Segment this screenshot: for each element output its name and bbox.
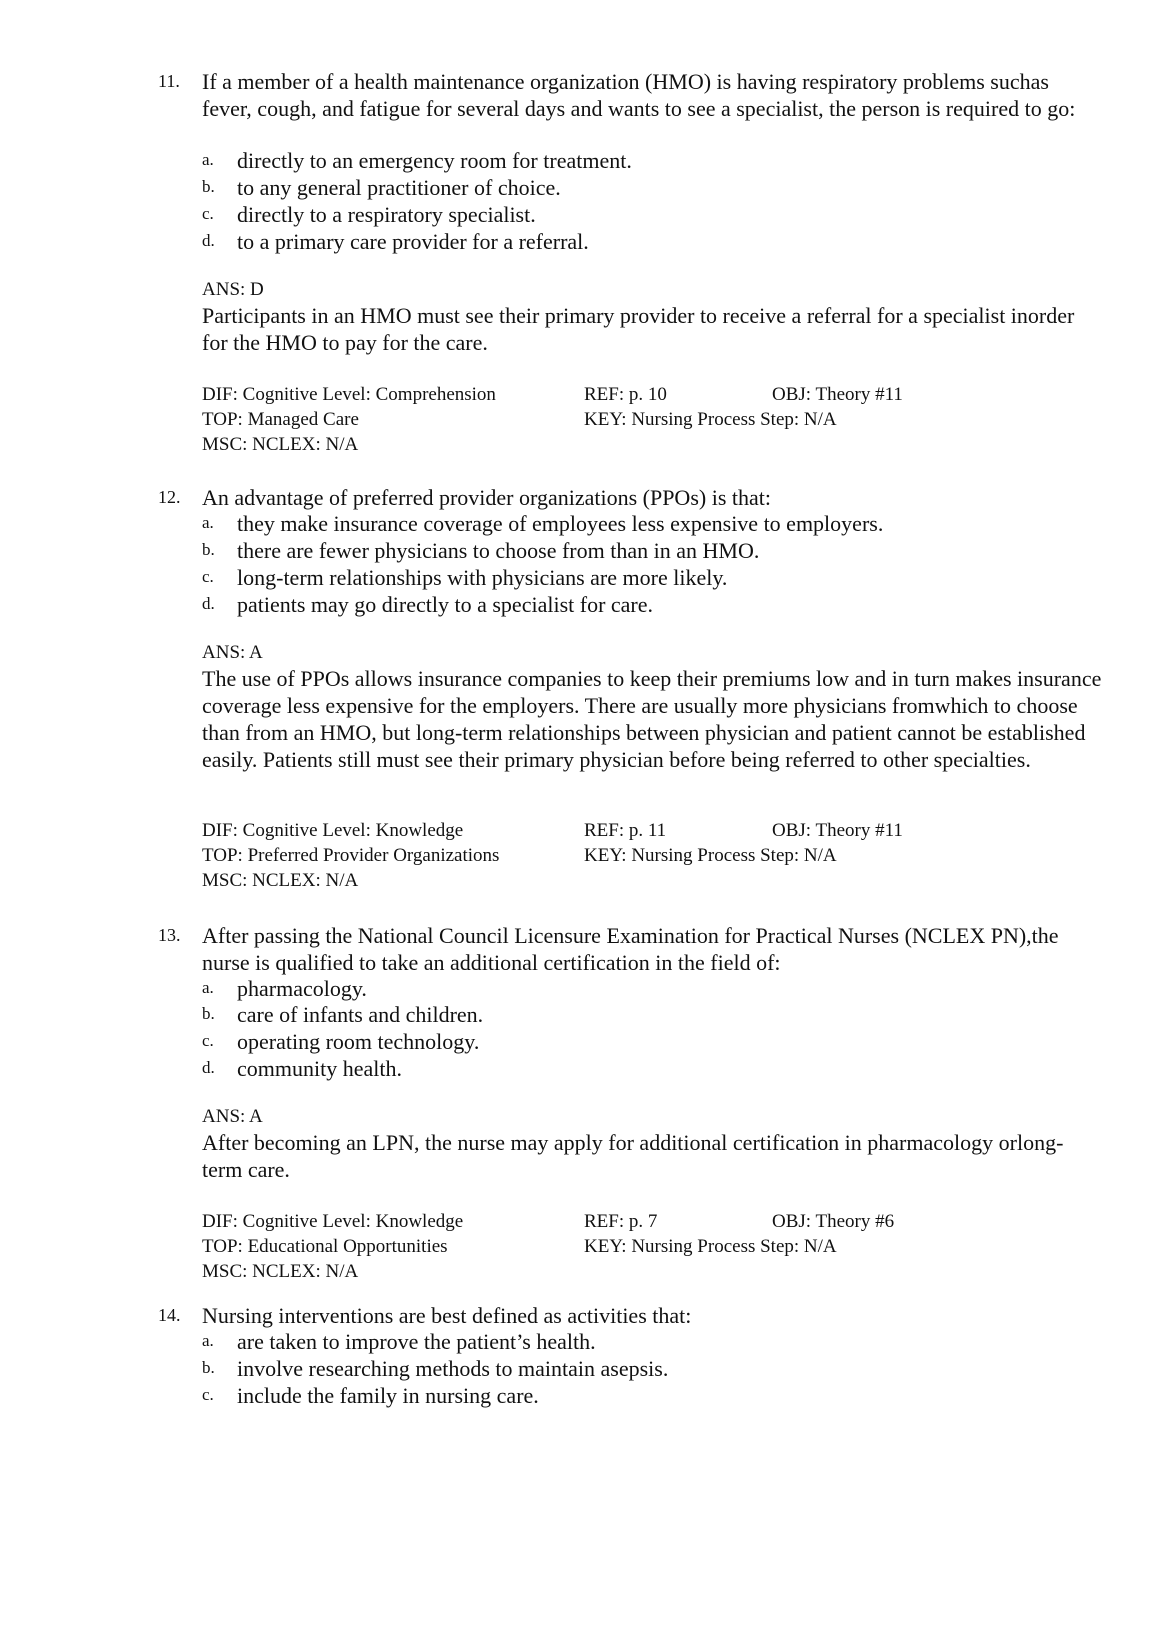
- question-number: 11.: [158, 71, 180, 91]
- option-letter: d.: [202, 594, 215, 613]
- option-letter: a.: [202, 513, 214, 532]
- question-metadata: [202, 1209, 1102, 1284]
- question-number: 12.: [158, 487, 181, 507]
- option-letter: c.: [202, 1385, 214, 1404]
- option-letter: a.: [202, 1331, 214, 1350]
- meta-msc: MSC: NCLEX: N/A: [202, 870, 359, 891]
- meta-dif: DIF: Cognitive Level: Comprehension: [202, 384, 496, 405]
- meta-key: KEY: Nursing Process Step: N/A: [584, 1236, 837, 1257]
- meta-top: TOP: Preferred Provider Organizations: [202, 845, 500, 866]
- option-letter: c.: [202, 204, 214, 223]
- meta-ref: REF: p. 11: [584, 820, 667, 841]
- option-text: to any general practitioner of choice.: [237, 175, 561, 200]
- option-text: there are fewer physicians to choose from than in an HMO.: [237, 538, 760, 563]
- option-text: care of infants and children.: [237, 1002, 484, 1027]
- rationale-text: Participants in an HMO must see their primary provider to receive a referral for a specialist inorder for the HMO to pay for the care.: [202, 303, 1075, 355]
- option-text: patients may go directly to a specialist for care.: [237, 592, 654, 617]
- option-letter: b.: [202, 540, 215, 559]
- option-text: long-term relationships with physicians are more likely.: [237, 565, 728, 590]
- question-stem: An advantage of preferred provider organizations (PPOs) is that:: [202, 485, 771, 510]
- meta-top: TOP: Educational Opportunities: [202, 1236, 448, 1257]
- option-text: involve researching methods to maintain asepsis.: [237, 1356, 669, 1381]
- option-letter: a.: [202, 978, 214, 997]
- rationale-text: After becoming an LPN, the nurse may apply for additional certification in pharmacology orlong-term care.: [202, 1130, 1064, 1182]
- option-letter: a.: [202, 150, 214, 169]
- option-letter: c.: [202, 567, 214, 586]
- answer-line: ANS: A: [202, 1106, 263, 1127]
- option-letter: d.: [202, 1058, 215, 1077]
- question-metadata: [202, 818, 1102, 893]
- question-number: 13.: [158, 925, 181, 945]
- meta-obj: OBJ: Theory #11: [772, 384, 903, 405]
- meta-dif: DIF: Cognitive Level: Knowledge: [202, 1211, 464, 1232]
- meta-top: TOP: Managed Care: [202, 409, 359, 430]
- option-text: are taken to improve the patient’s health.: [237, 1329, 596, 1354]
- rationale-text: The use of PPOs allows insurance companies to keep their premiums low and in turn makes insurance coverage less expensive for the employers. There are usually more physicians fromwhich to choose than from an HMO, but long-term relationships between physician and patient cannot be established easily. Patients still must see their primary physician before being referred to other specialties.: [202, 666, 1102, 772]
- question-number: 14.: [158, 1305, 181, 1325]
- option-letter: b.: [202, 1358, 215, 1377]
- option-text: pharmacology.: [237, 976, 367, 1001]
- meta-obj: OBJ: Theory #6: [772, 1211, 895, 1232]
- question-stem: If a member of a health maintenance organization (HMO) is having respiratory problems suchas fever, cough, and fatigue for several days and wants to see a specialist, the person is required to go:: [202, 69, 1076, 121]
- option-letter: b.: [202, 177, 215, 196]
- option-letter: d.: [202, 231, 215, 250]
- answer-line: ANS: A: [202, 642, 263, 663]
- meta-key: KEY: Nursing Process Step: N/A: [584, 845, 837, 866]
- option-letter: c.: [202, 1031, 214, 1050]
- meta-ref: REF: p. 7: [584, 1211, 658, 1232]
- meta-key: KEY: Nursing Process Step: N/A: [584, 409, 837, 430]
- option-letter: b.: [202, 1004, 215, 1023]
- meta-msc: MSC: NCLEX: N/A: [202, 434, 359, 455]
- meta-obj: OBJ: Theory #11: [772, 820, 903, 841]
- option-text: operating room technology.: [237, 1029, 480, 1054]
- meta-dif: DIF: Cognitive Level: Knowledge: [202, 820, 464, 841]
- option-text: they make insurance coverage of employees less expensive to employers.: [237, 511, 884, 536]
- answer-line: ANS: D: [202, 279, 264, 300]
- question-stem: After passing the National Council Licensure Examination for Practical Nurses (NCLEX PN),the nurse is qualified to take an additional certification in the field of:: [202, 923, 1059, 975]
- option-text: directly to a respiratory specialist.: [237, 202, 536, 227]
- question-metadata: [202, 382, 1102, 457]
- meta-ref: REF: p. 10: [584, 384, 667, 405]
- meta-msc: MSC: NCLEX: N/A: [202, 1261, 359, 1282]
- option-text: community health.: [237, 1056, 402, 1081]
- option-text: to a primary care provider for a referral.: [237, 229, 589, 254]
- option-text: directly to an emergency room for treatment.: [237, 148, 632, 173]
- option-text: include the family in nursing care.: [237, 1383, 539, 1408]
- question-stem: Nursing interventions are best defined as activities that:: [202, 1303, 692, 1328]
